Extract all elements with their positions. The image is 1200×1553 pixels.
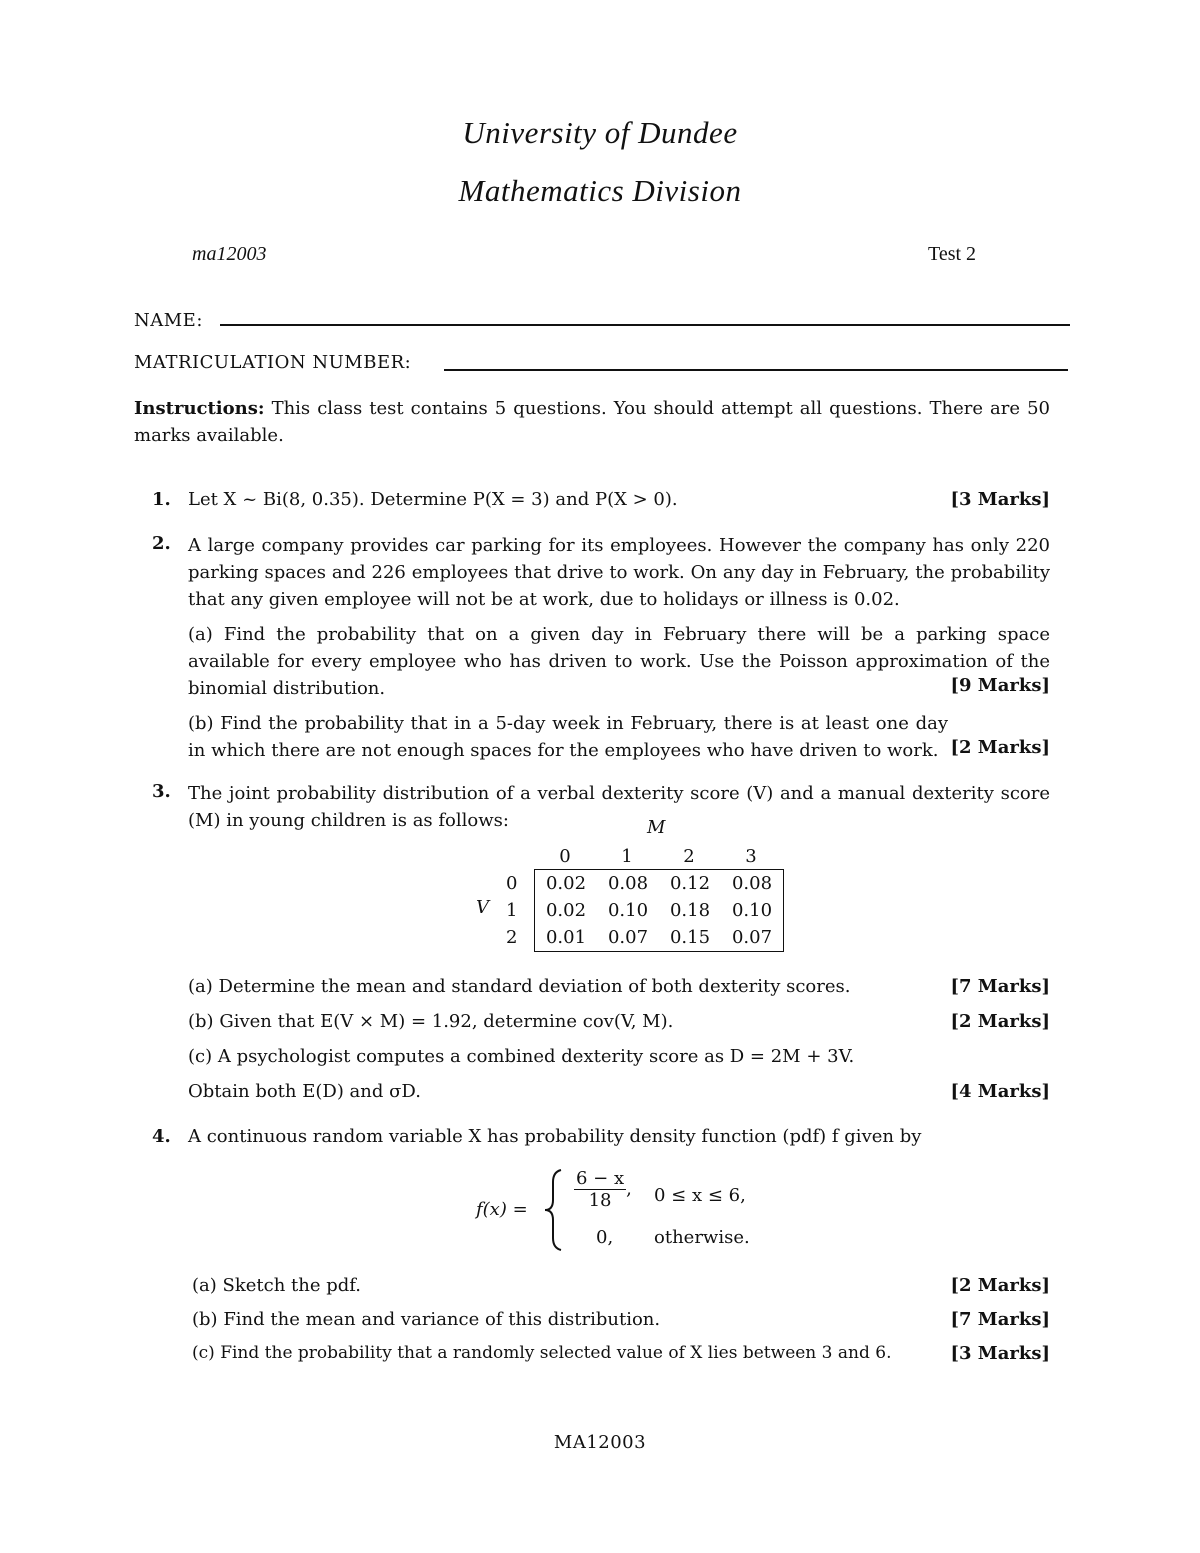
table-cell: 0.15 xyxy=(669,927,711,948)
q4-part-c xyxy=(192,1343,891,1363)
table-cell: 0.08 xyxy=(731,873,773,894)
q4-a-text: Sketch the pdf. xyxy=(222,1275,362,1296)
table-cell: 0.12 xyxy=(669,873,711,894)
q3-text: The joint probability distribution of a verbal dexterity score (V) and a manual dexterity score (M) in young children is as follows: xyxy=(188,783,1050,831)
table-row xyxy=(535,897,783,924)
module-code: ma12003 xyxy=(192,243,267,265)
q3-part-b xyxy=(188,1011,673,1032)
q2-part-a xyxy=(188,621,1050,702)
q4-c-text: Find the probability that a randomly selected value of X lies between 3 and 6. xyxy=(220,1343,892,1363)
q3-b-label: (b) xyxy=(188,1011,214,1032)
table-cell: 0.07 xyxy=(607,927,649,948)
table-row-label: 0 xyxy=(506,873,518,894)
table-cell: 0.07 xyxy=(731,927,773,948)
q2-a-label: (a) xyxy=(188,624,213,645)
table-cell: 0.01 xyxy=(545,927,587,948)
table-cell: 0.18 xyxy=(669,900,711,921)
q4-b-text: Find the mean and variance of this distribution. xyxy=(223,1309,661,1330)
table-col-header: 0 xyxy=(559,846,571,867)
q4-a-label: (a) xyxy=(192,1275,217,1296)
q4-part-a xyxy=(192,1275,361,1296)
q4-part-b xyxy=(192,1309,660,1330)
division-title: Mathematics Division xyxy=(458,173,742,208)
table-col-variable: M xyxy=(647,817,666,838)
q4-b-marks: [7 Marks] xyxy=(950,1309,1050,1330)
table-col-header: 2 xyxy=(683,846,695,867)
instructions-label: Instructions: xyxy=(134,398,265,419)
pdf-case-1-fraction: $\frac{6 - x}{18}$ , xyxy=(576,1168,632,1211)
q3-part-a xyxy=(188,976,850,997)
pdf-case-2-value: 0, xyxy=(596,1227,614,1248)
name-field[interactable] xyxy=(220,324,1070,326)
q1-marks: [3 Marks] xyxy=(950,489,1050,510)
q2-text: A large company provides car parking for its employees. However the company has only 220 parking spaces and 226 employees that drive to work. On any day in February, the probability that any given employee will not be at work, due to holidays or illness is 0.02. xyxy=(188,535,1050,610)
table-cell: 0.10 xyxy=(607,900,649,921)
instructions-text: This class test contains 5 questions. You should attempt all questions. There are 50 marks available. xyxy=(134,398,1050,446)
q4-text: A continuous random variable X has probability density function (pdf) f given by xyxy=(188,1126,922,1147)
table-row-label: 2 xyxy=(506,927,518,948)
q2-b-text: Find the probability that in a 5-day week in February, there is at least one day in which there are not enough spaces for the employees who have driven to work. xyxy=(188,713,948,761)
q3-a-label: (a) xyxy=(188,976,213,997)
table-row xyxy=(535,870,783,897)
q4-c-marks: [3 Marks] xyxy=(950,1343,1050,1364)
pdf-case-1-condition: 0 ≤ x ≤ 6, xyxy=(654,1185,746,1206)
q2-b-label: (b) xyxy=(188,713,214,734)
q4-number: 4. xyxy=(152,1126,171,1147)
test-label: Test 2 xyxy=(928,243,977,265)
pdf-numerator: 6 − x xyxy=(576,1168,625,1189)
table-row-label: 1 xyxy=(506,900,518,921)
q3-number: 3. xyxy=(152,781,171,802)
table-cell: 0.10 xyxy=(731,900,773,921)
q4-b-label: (b) xyxy=(192,1309,218,1330)
q3-b-marks: [2 Marks] xyxy=(950,1011,1050,1032)
footer-code: MA12003 xyxy=(553,1432,647,1453)
q3-a-marks: [7 Marks] xyxy=(950,976,1050,997)
q2-a-marks: [9 Marks] xyxy=(950,675,1050,696)
instructions xyxy=(134,395,1050,449)
q3-c-text2: Obtain both E(D) and σD. xyxy=(188,1081,421,1102)
pdf-denominator: 18 xyxy=(588,1190,612,1211)
q3-c-label: (c) xyxy=(188,1046,213,1067)
table-row-variable: V xyxy=(476,897,489,918)
table-row xyxy=(535,924,783,951)
q2-b-marks: [2 Marks] xyxy=(950,737,1050,758)
matric-label: MATRICULATION NUMBER: xyxy=(134,352,412,373)
q2-number: 2. xyxy=(152,533,171,554)
q3-c-text: A psychologist computes a combined dexterity score as D = 2M + 3V. xyxy=(217,1046,855,1067)
q3-c-marks: [4 Marks] xyxy=(950,1081,1050,1102)
q1-number: 1. xyxy=(152,489,171,510)
table-col-headers xyxy=(534,843,782,870)
q1-text: Let X ~ Bi(8, 0.35). Determine P(X = 3) and P(X > 0). xyxy=(188,489,678,510)
q3-b-text: Given that E(V × M) = 1.92, determine cov(V, M). xyxy=(219,1011,674,1032)
pdf-lhs: f(x) = xyxy=(476,1199,528,1220)
q2-part-b xyxy=(188,710,948,764)
q3-part-c xyxy=(188,1046,854,1067)
pdf-case-2-condition: otherwise. xyxy=(654,1227,750,1248)
table-col-header: 3 xyxy=(745,846,757,867)
table-cell: 0.02 xyxy=(545,900,587,921)
q3-a-text: Determine the mean and standard deviation of both dexterity scores. xyxy=(218,976,851,997)
q4-c-label: (c) xyxy=(192,1343,215,1363)
university-title: University of Dundee xyxy=(462,115,738,150)
table-cell: 0.08 xyxy=(607,873,649,894)
q2-a-text: Find the probability that on a given day in February there will be a parking space available for every employee who has driven to work. Use the Poisson approximation of the binomial distribution. xyxy=(188,624,1050,699)
name-label: NAME: xyxy=(134,310,203,331)
left-brace xyxy=(543,1168,565,1252)
table-row-labels xyxy=(506,870,517,951)
matric-field[interactable] xyxy=(444,369,1068,371)
probability-table xyxy=(534,869,784,952)
table-col-header: 1 xyxy=(621,846,633,867)
table-cell: 0.02 xyxy=(545,873,587,894)
q4-a-marks: [2 Marks] xyxy=(950,1275,1050,1296)
